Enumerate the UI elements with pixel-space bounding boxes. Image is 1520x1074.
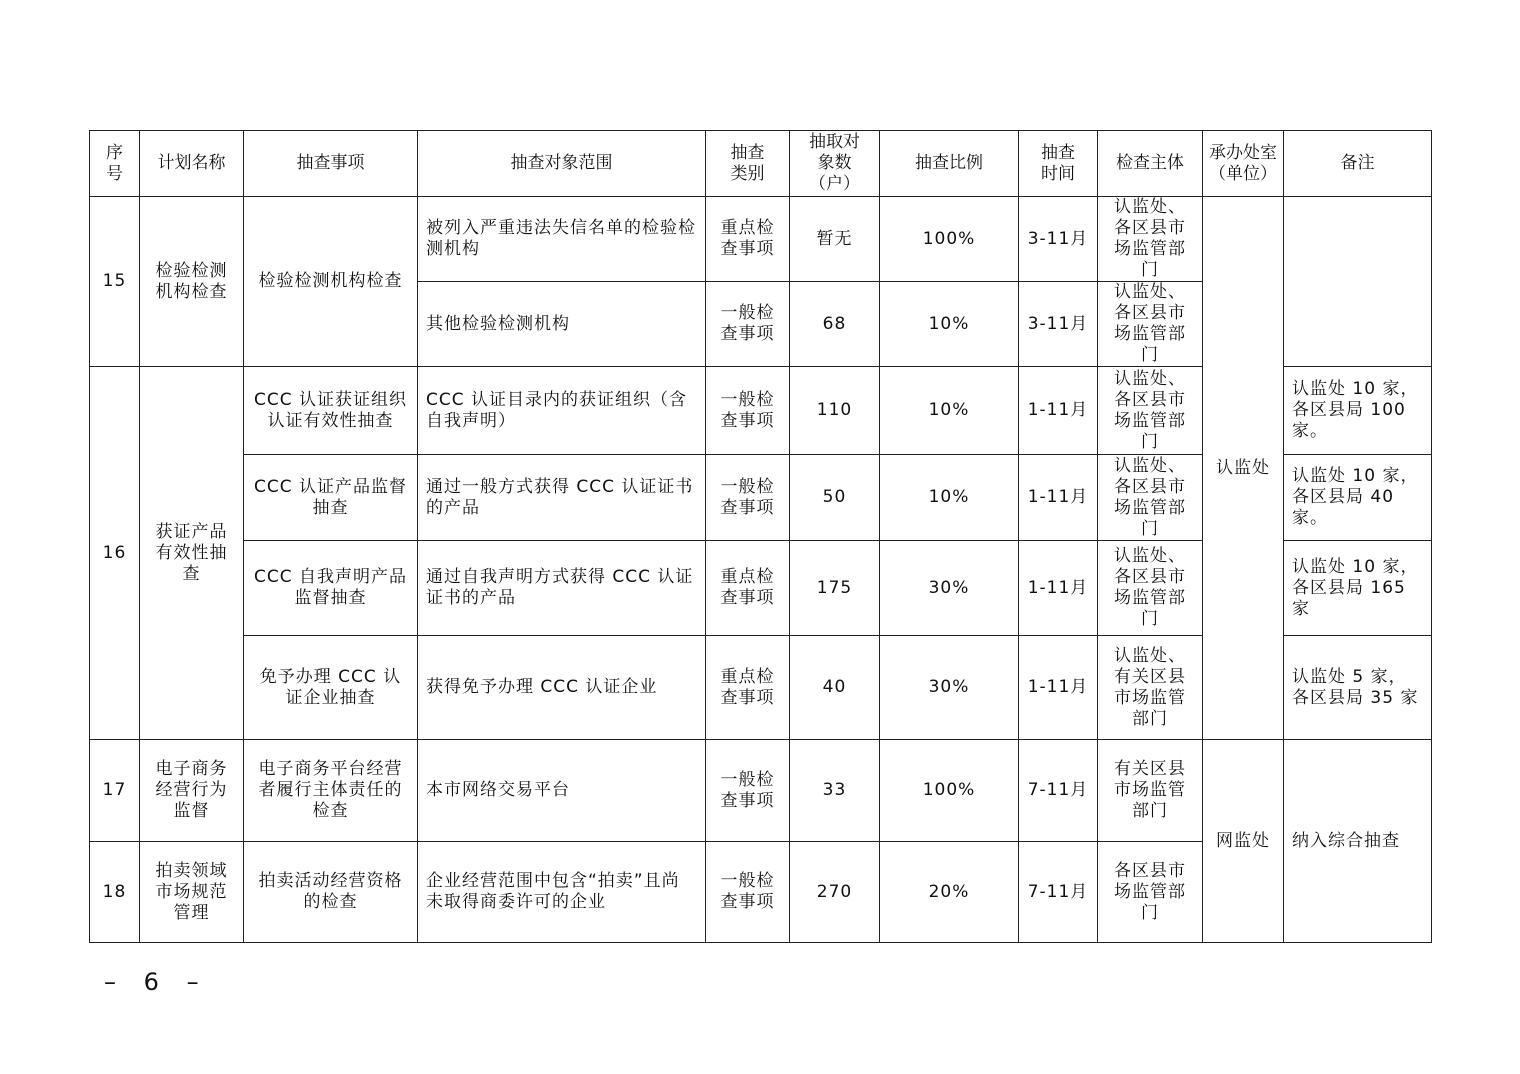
item-cell: 拍卖活动经营资格的检查 bbox=[244, 842, 418, 943]
subject-cell: 有关区县市场监管部门 bbox=[1098, 740, 1203, 842]
plan-cell: 电子商务经营行为监督 bbox=[140, 740, 244, 842]
type-cell: 一般检查事项 bbox=[706, 455, 790, 541]
time-cell: 3-11月 bbox=[1019, 282, 1098, 367]
header-remark: 备注 bbox=[1284, 131, 1432, 197]
type-cell: 一般检查事项 bbox=[706, 842, 790, 943]
item-cell: 电子商务平台经营者履行主体责任的检查 bbox=[244, 740, 418, 842]
ratio-cell: 10% bbox=[880, 282, 1019, 367]
item-cell: CCC 认证产品监督抽查 bbox=[244, 455, 418, 541]
scope-cell: 其他检验检测机构 bbox=[418, 282, 706, 367]
count-cell: 110 bbox=[790, 367, 880, 455]
subject-cell: 认监处、各区县市场监管部门 bbox=[1098, 455, 1203, 541]
type-cell: 重点检查事项 bbox=[706, 197, 790, 282]
scope-cell: CCC 认证目录内的获证组织（含自我声明） bbox=[418, 367, 706, 455]
count-cell: 33 bbox=[790, 740, 880, 842]
header-row bbox=[90, 131, 1432, 197]
type-cell: 一般检查事项 bbox=[706, 282, 790, 367]
ratio-cell: 10% bbox=[880, 455, 1019, 541]
scope-cell: 通过自我声明方式获得 CCC 认证证书的产品 bbox=[418, 541, 706, 636]
plan-cell: 获证产品有效性抽查 bbox=[140, 367, 244, 740]
office-cell: 认监处 bbox=[1203, 197, 1284, 740]
page-dash-right: – bbox=[186, 968, 209, 996]
count-cell: 175 bbox=[790, 541, 880, 636]
ratio-cell: 30% bbox=[880, 636, 1019, 740]
scope-cell: 被列入严重违法失信名单的检验检测机构 bbox=[418, 197, 706, 282]
subject-cell: 认监处、有关区县市场监管部门 bbox=[1098, 636, 1203, 740]
remark-cell: 认监处 5 家，各区县局 35 家 bbox=[1284, 636, 1432, 740]
time-cell: 1-11月 bbox=[1019, 636, 1098, 740]
seq-cell: 18 bbox=[90, 842, 140, 943]
header-plan: 计划名称 bbox=[140, 131, 244, 197]
ratio-cell: 30% bbox=[880, 541, 1019, 636]
item-cell: CCC 认证获证组织认证有效性抽查 bbox=[244, 367, 418, 455]
seq-cell: 17 bbox=[90, 740, 140, 842]
ratio-cell: 10% bbox=[880, 367, 1019, 455]
scope-cell: 获得免予办理 CCC 认证企业 bbox=[418, 636, 706, 740]
time-cell: 1-11月 bbox=[1019, 541, 1098, 636]
header-ratio: 抽查比例 bbox=[880, 131, 1019, 197]
header-subject: 检查主体 bbox=[1098, 131, 1203, 197]
time-cell: 7-11月 bbox=[1019, 740, 1098, 842]
count-cell: 50 bbox=[790, 455, 880, 541]
header-time: 抽查 时间 bbox=[1019, 131, 1098, 197]
ratio-cell: 100% bbox=[880, 740, 1019, 842]
header-office: 承办处室 （单位） bbox=[1203, 131, 1284, 197]
count-cell: 暂无 bbox=[790, 197, 880, 282]
page-dash-left: – bbox=[104, 968, 126, 996]
subject-cell: 认监处、各区县市场监管部门 bbox=[1098, 541, 1203, 636]
count-cell: 40 bbox=[790, 636, 880, 740]
time-cell: 1-11月 bbox=[1019, 367, 1098, 455]
seq-cell: 16 bbox=[90, 367, 140, 740]
header-item: 抽查事项 bbox=[244, 131, 418, 197]
type-cell: 重点检查事项 bbox=[706, 541, 790, 636]
page-number bbox=[104, 968, 209, 996]
subject-cell: 认监处、各区县市场监管部门 bbox=[1098, 367, 1203, 455]
time-cell: 1-11月 bbox=[1019, 455, 1098, 541]
table-row bbox=[90, 197, 1432, 282]
subject-cell: 各区县市场监管部门 bbox=[1098, 842, 1203, 943]
time-cell: 3-11月 bbox=[1019, 197, 1098, 282]
type-cell: 重点检查事项 bbox=[706, 636, 790, 740]
plan-cell: 拍卖领域市场规范管理 bbox=[140, 842, 244, 943]
header-scope: 抽查对象范围 bbox=[418, 131, 706, 197]
page-number-value: 6 bbox=[143, 968, 169, 996]
count-cell: 270 bbox=[790, 842, 880, 943]
scope-cell: 企业经营范围中包含“拍卖”且尚未取得商委许可的企业 bbox=[418, 842, 706, 943]
remark-cell: 纳入综合抽查 bbox=[1284, 740, 1432, 943]
scope-cell: 本市网络交易平台 bbox=[418, 740, 706, 842]
seq-cell: 15 bbox=[90, 197, 140, 367]
subject-cell: 认监处、各区县市场监管部门 bbox=[1098, 197, 1203, 282]
office-cell: 网监处 bbox=[1203, 740, 1284, 943]
type-cell: 一般检查事项 bbox=[706, 367, 790, 455]
remark-cell: 认监处 10 家，各区县局 40 家。 bbox=[1284, 455, 1432, 541]
remark-cell: 认监处 10 家，各区县局 165 家 bbox=[1284, 541, 1432, 636]
inspection-plan-table bbox=[89, 130, 1432, 943]
item-cell: 免予办理 CCC 认证企业抽查 bbox=[244, 636, 418, 740]
subject-cell: 认监处、各区县市场监管部门 bbox=[1098, 282, 1203, 367]
time-cell: 7-11月 bbox=[1019, 842, 1098, 943]
remark-cell bbox=[1284, 197, 1432, 367]
ratio-cell: 100% bbox=[880, 197, 1019, 282]
count-cell: 68 bbox=[790, 282, 880, 367]
item-cell: CCC 自我声明产品监督抽查 bbox=[244, 541, 418, 636]
header-count: 抽取对 象数 （户） bbox=[790, 131, 880, 197]
scope-cell: 通过一般方式获得 CCC 认证证书的产品 bbox=[418, 455, 706, 541]
item-cell: 检验检测机构检查 bbox=[244, 197, 418, 367]
remark-cell: 认监处 10 家，各区县局 100 家。 bbox=[1284, 367, 1432, 455]
table-row bbox=[90, 740, 1432, 842]
plan-cell: 检验检测机构检查 bbox=[140, 197, 244, 367]
ratio-cell: 20% bbox=[880, 842, 1019, 943]
header-type: 抽查 类别 bbox=[706, 131, 790, 197]
header-seq: 序 号 bbox=[90, 131, 140, 197]
type-cell: 一般检查事项 bbox=[706, 740, 790, 842]
